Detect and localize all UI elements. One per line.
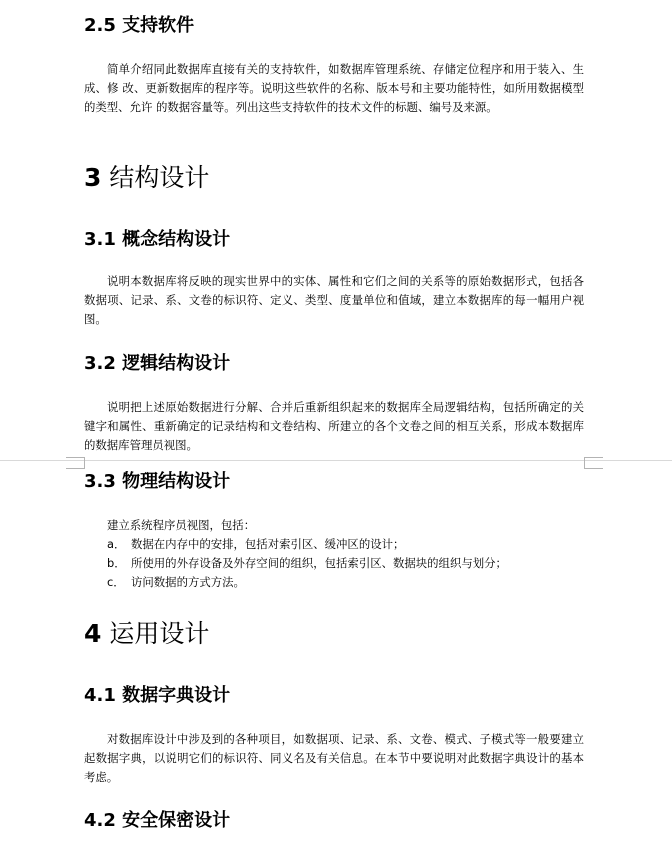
page-break bbox=[0, 457, 672, 467]
list-item bbox=[84, 554, 584, 573]
heading-3-1: 3.1 概念结构设计 bbox=[84, 229, 231, 250]
heading-3-title: 结构设计 bbox=[109, 163, 210, 192]
paragraph-3-1: 说明本数据库将反映的现实世界中的实体、属性和它们之间的关系等的原始数据形式，包括各数据项、记录、系、文卷的标识符、定义、类型、度量单位和值域，建立本数据库的每一幅用户视图。 bbox=[84, 274, 584, 326]
list-item-text: 所使用的外存设备及外存空间的组织，包括索引区、数据块的组织与划分； bbox=[131, 556, 507, 570]
paragraph-2-5: 简单介绍同此数据库直接有关的支持软件，如数据库管理系统、存储定位程序和用于装入、生成、修 改、更新数据库的程序等。说明这些软件的名称、版本号和主要功能特性，如所用数据模型的类型、允许 的数据容量等。列出这些支持软件的技术文件的标题、编号及来源。 bbox=[84, 62, 584, 114]
list-item bbox=[84, 535, 584, 554]
heading-4 bbox=[84, 618, 209, 650]
heading-3-2: 3.2 逻辑结构设计 bbox=[84, 353, 231, 374]
list-item-text: 访问数据的方式方法。 bbox=[131, 575, 245, 589]
paragraph-3-2: 说明把上述原始数据进行分解、合并后重新组织起来的数据库全局逻辑结构，包括所确定的关键字和属性、重新确定的记录结构和文卷结构、所建立的各个文卷之间的相互关系，形成本数据库的数据库管理员视图。 bbox=[84, 400, 584, 452]
list-item-marker: b． bbox=[107, 556, 126, 570]
heading-3 bbox=[84, 162, 209, 194]
left-margin-corner-mark bbox=[66, 457, 85, 469]
list-item-marker: c． bbox=[107, 575, 125, 589]
right-margin-corner-mark bbox=[584, 457, 603, 469]
list-item-marker: a． bbox=[107, 537, 126, 551]
list-3-3 bbox=[84, 516, 584, 592]
heading-4-2: 4.2 安全保密设计 bbox=[84, 810, 231, 831]
paragraph-4-1: 对数据库设计中涉及到的各种项目，如数据项、记录、系、文卷、模式、子模式等一般要建立起数据字典，以说明它们的标识符、同义名及有关信息。在本节中要说明对此数据字典设计的基本考虑。 bbox=[84, 732, 584, 784]
page-break-line bbox=[0, 460, 672, 461]
heading-3-number: 3 bbox=[84, 163, 102, 192]
list-item bbox=[84, 573, 584, 592]
heading-4-number: 4 bbox=[84, 619, 102, 648]
heading-2-5: 2.5 支持软件 bbox=[84, 15, 195, 36]
list-intro: 建立系统程序员视图，包括： bbox=[107, 518, 256, 532]
list-item-text: 数据在内存中的安排，包括对索引区、缓冲区的设计； bbox=[131, 537, 405, 551]
heading-4-1: 4.1 数据字典设计 bbox=[84, 685, 231, 706]
heading-3-3: 3.3 物理结构设计 bbox=[84, 471, 231, 492]
heading-4-title: 运用设计 bbox=[109, 619, 210, 648]
